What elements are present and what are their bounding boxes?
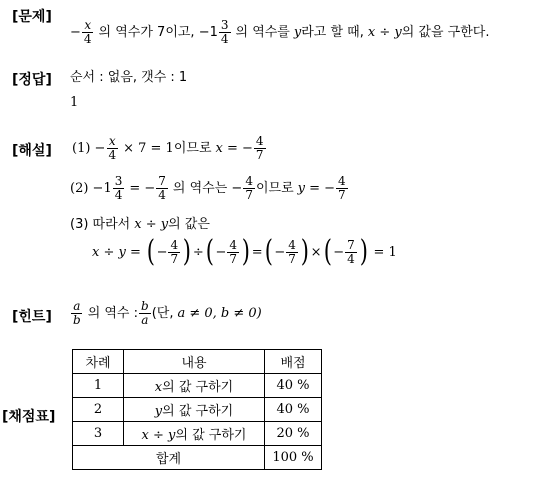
explanation-label: [해설] (12, 143, 52, 159)
content-text: 의 값 구하기 (162, 404, 234, 419)
fraction (139, 300, 151, 326)
problem-text: 의 역수가 7이고, −1 (98, 24, 218, 40)
numerator: 4 (288, 237, 296, 252)
numerator: 4 (170, 237, 179, 252)
variable: x ÷ y (141, 428, 176, 443)
step-math: x = − (215, 140, 253, 156)
operator: ÷ (192, 244, 204, 260)
total-label-cell: 합계 (73, 446, 265, 470)
answer-label: [정답] (12, 72, 52, 88)
denominator: 4 (114, 187, 123, 202)
explanation-step-2 (70, 175, 349, 201)
minus-sign: − (70, 24, 81, 40)
step-text: 의 값은 (168, 217, 210, 232)
table-row (73, 422, 322, 446)
numerator: 3 (114, 174, 123, 188)
operator: = (251, 244, 263, 260)
fraction (113, 175, 125, 201)
answer-line: 순서 : 없음, 갯수 : 1 (70, 70, 188, 85)
left-paren: ( (146, 234, 155, 269)
expression: x ÷ y (367, 24, 402, 40)
problem-text: 의 값을 구한다. (401, 24, 490, 40)
hint-label: [힌트] (12, 309, 52, 325)
step-cell: 3 (73, 422, 124, 446)
minus-sign: − (156, 244, 168, 260)
numerator: 4 (229, 237, 238, 252)
step-text: 이므로 (255, 180, 294, 196)
hint-line (70, 300, 262, 326)
total-points-cell: 100 % (265, 446, 322, 470)
table-row (73, 374, 322, 398)
explanation-calculation (92, 233, 397, 271)
denominator: 7 (229, 251, 238, 266)
denominator: 7 (288, 251, 296, 266)
hint-text: (단, (151, 305, 174, 321)
operator: × (310, 244, 322, 260)
right-paren: ) (241, 234, 250, 269)
denominator: 7 (170, 251, 179, 266)
content-cell (124, 422, 265, 446)
denominator: 4 (83, 31, 92, 46)
left-paren: ( (205, 234, 214, 269)
variable: x (154, 380, 163, 395)
fraction (106, 135, 118, 161)
numerator: x (108, 134, 116, 148)
fraction (168, 239, 180, 265)
denominator: 4 (347, 251, 355, 266)
table-total-row (73, 446, 322, 470)
problem-label: [문제] (12, 9, 52, 25)
fraction (156, 175, 168, 201)
content-text: 의 값 구하기 (162, 380, 234, 395)
problem-text: 의 역수를 (235, 24, 290, 40)
left-paren: ( (323, 234, 332, 269)
right-paren: ) (182, 234, 192, 269)
denominator: 4 (220, 31, 229, 46)
denominator: 4 (108, 147, 117, 162)
step-cell: 1 (73, 374, 124, 398)
denominator: 4 (158, 187, 166, 202)
explanation-step-1 (72, 135, 267, 161)
step-math: = − (129, 180, 156, 196)
header-cell: 내용 (124, 350, 265, 374)
variable: y (293, 24, 302, 40)
content-cell (124, 374, 265, 398)
fraction (71, 300, 83, 326)
header-cell: 차례 (73, 350, 124, 374)
fraction (254, 135, 266, 161)
numerator: 4 (338, 174, 346, 188)
points-cell: 40 % (265, 398, 322, 422)
problem-statement (70, 19, 489, 45)
step-prefix: (2) −1 (70, 180, 112, 196)
minus-sign: − (274, 244, 286, 260)
step-math: x ÷ y (134, 217, 169, 232)
numerator: 7 (347, 237, 355, 252)
right-paren: ) (300, 234, 309, 269)
scoring-label: [채점표] (2, 409, 56, 425)
fraction (82, 19, 94, 45)
step-text: 이므로 (173, 140, 212, 156)
numerator: a (73, 299, 81, 313)
calc-result: = 1 (373, 244, 397, 260)
numerator: 3 (220, 18, 229, 32)
step-text: 의 역수는 − (172, 180, 243, 196)
variable: y (154, 404, 163, 419)
fraction (227, 239, 239, 265)
scoring-table (72, 349, 322, 470)
numerator: 7 (158, 174, 166, 188)
table-row (73, 398, 322, 422)
denominator: 7 (338, 187, 346, 202)
fraction (243, 175, 255, 201)
explanation-step-3 (70, 218, 210, 231)
step-math: y = − (297, 180, 336, 196)
points-cell: 20 % (265, 422, 322, 446)
step-prefix: (1) − (72, 140, 106, 156)
hint-text: 의 역수 : (87, 305, 139, 321)
numerator: b (141, 299, 149, 313)
denominator: b (73, 312, 81, 327)
numerator: 4 (245, 174, 253, 188)
denominator: a (141, 312, 149, 327)
calc-lhs: x ÷ y = (92, 244, 141, 260)
table-header-row (73, 350, 322, 374)
step-math: × 7 = 1 (123, 140, 174, 156)
numerator: 4 (255, 134, 264, 148)
minus-sign: − (333, 244, 345, 260)
denominator: 7 (255, 147, 264, 162)
fraction (336, 175, 348, 201)
problem-text: 라고 할 때, (301, 24, 364, 40)
right-paren: ) (359, 234, 368, 269)
points-cell: 40 % (265, 374, 322, 398)
step-cell: 2 (73, 398, 124, 422)
fraction (219, 19, 231, 45)
numerator: x (84, 18, 92, 32)
answer-value: 1 (70, 95, 79, 110)
fraction (286, 239, 298, 265)
fraction (345, 239, 357, 265)
content-text: 의 값 구하기 (175, 428, 247, 443)
left-paren: ( (264, 234, 273, 269)
hint-condition: a ≠ 0, b ≠ 0) (177, 305, 262, 321)
denominator: 7 (245, 187, 253, 202)
minus-sign: − (215, 244, 227, 260)
header-cell: 배점 (265, 350, 322, 374)
content-cell (124, 398, 265, 422)
step-prefix: (3) 따라서 (70, 217, 131, 232)
